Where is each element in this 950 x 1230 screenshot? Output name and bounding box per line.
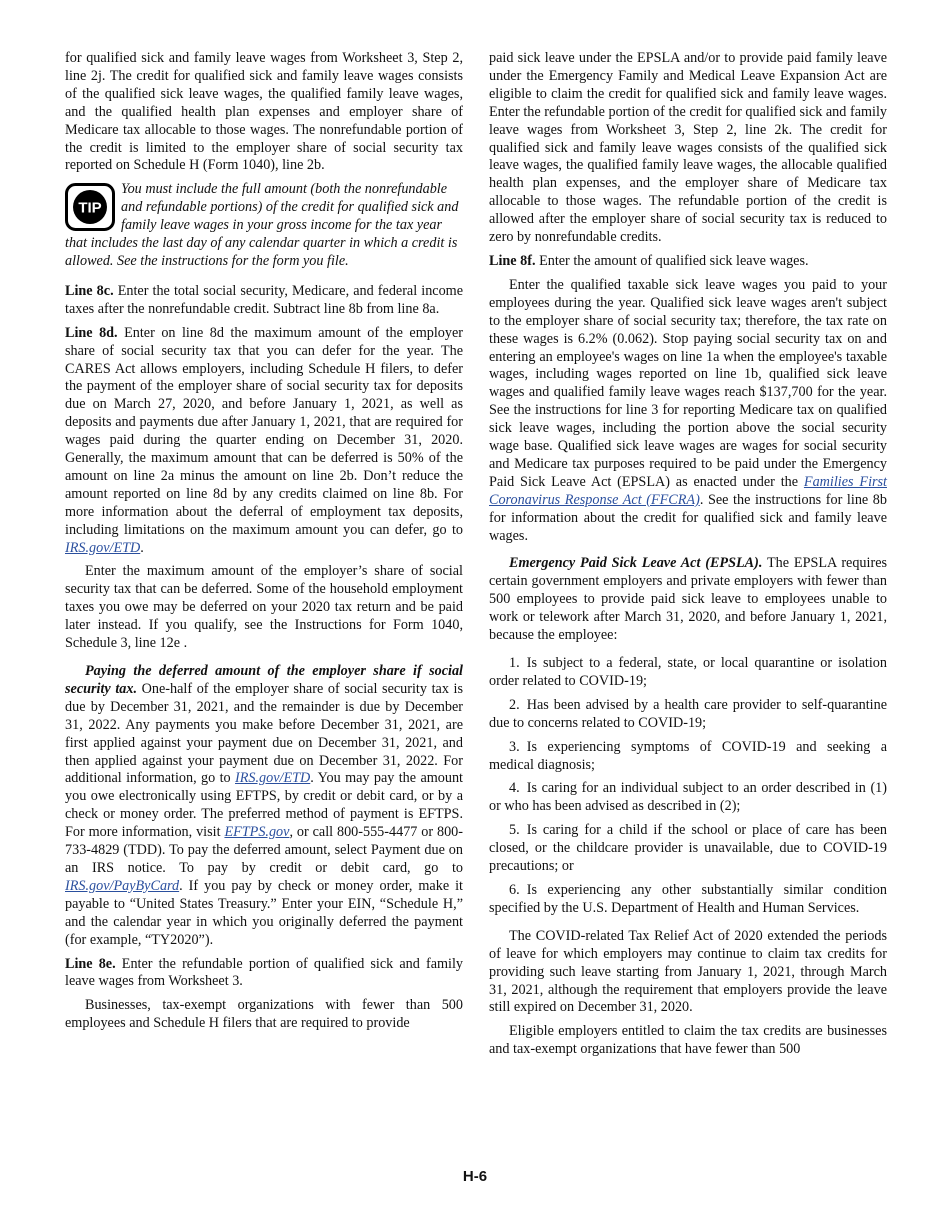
paragraph-businesses: Businesses, tax-exempt organizations with fewer than 500 employees and Schedule H filers that are required to provide: [65, 997, 463, 1032]
irs-etd-link-2[interactable]: IRS.gov/ETD: [235, 770, 311, 787]
irs-paybycard-link[interactable]: IRS.gov/PayByCard: [65, 877, 180, 894]
paragraph-sick-leave-wages: [489, 277, 887, 546]
paragraph-line-8e: [65, 956, 463, 992]
eftps-link[interactable]: EFTPS.gov: [224, 824, 290, 841]
paragraph-line-8d: [65, 325, 463, 558]
line-8c-text: Enter the total social security, Medicare, and federal income taxes after the nonrefundable credit. Subtract line 8b from line 8a.: [65, 282, 464, 317]
paragraph-covid-relief: The COVID-related Tax Relief Act of 2020 extended the periods of leave for which employers may continue to claim tax credits for providing such leave starting from January 1, 2021, through March 31, 2021, although the requirement that employers provide the leave still expired on December 31, 2020.: [489, 927, 887, 1016]
paying-text-2: . You may pay the amount you owe electronically using EFTPS, by credit or debit card, or by a check or money order. The preferred method of payment is EFTPS. For more information, visit: [65, 770, 463, 841]
page-number: H-6: [462, 1168, 488, 1185]
list-item: 6. Is experiencing any other substantially similar condition specified by the U.S. Department of Health and Human Services.: [489, 881, 887, 916]
paragraph-enter-maximum: Enter the maximum amount of the employer’s share of social security tax that can be deferred. Some of the household employment taxes you owe may be deferred on your 2020 tax return and be paid later instead. If you qualify, see the Instructions for Form 1040, Schedule 3, line 12e .: [65, 563, 463, 652]
line-8f-text: Enter the amount of qualified sick leave wages.: [539, 252, 809, 269]
epsla-text: The EPSLA requires certain government employers and private employers with fewer than 500 employees to provide paid sick leave to employees unable to work or telework after March 31, 2020, and before January 1, 2021, because the employee:: [489, 555, 888, 644]
sick-leave-text-2: . See the instructions for line 8b for information about the credit for qualified sick and family leave wages.: [489, 491, 887, 544]
paragraph-eligible-employers: Eligible employers entitled to claim the tax credits are businesses and tax-exempt organizations that have fewer than 500: [489, 1023, 887, 1058]
line-8d-heading: Line 8d.: [65, 324, 118, 341]
sick-leave-text-1: Enter the qualified taxable sick leave wages you paid to your employees during the year. Qualified sick leave wages aren't subject to the employer share of social security tax; therefore, the tax rate on these wages is 6.2% (0.062). Stop paying social security tax on and entering an employee's wages on line 1a when the employee's taxable wages, including wages reported on line 1b, qualified sick leave wages and qualified family leave wages reach $137,700 for the year. See the instructions for line 3 for reporting Medicare tax on qualified sick leave wages, including the portion above the social security wage base. Qualified sick leave wages are wages for social security and Medicare tax purposes required to be paid under the Emergency Paid Sick Leave Act (EPSLA) as enacted under the: [489, 276, 887, 490]
tip-text: You must include the full amount (both the nonrefundable and refundable portions) of the credit for qualified sick and family leave wages in your gross income for the tax year that includes the last day of any calendar quarter in which a credit is allowed. See the instructions for the form you file.: [65, 181, 459, 269]
list-item: 5. Is caring for a child if the school or place of care has been closed, or the childcare provider is unavailable, due to COVID-19 precautions; or: [489, 822, 887, 875]
paying-deferred-heading: Paying the deferred amount of the employer share if social security tax.: [65, 663, 463, 697]
paragraph-line-8c: [65, 283, 463, 319]
paragraph-paying-deferred: [65, 663, 463, 950]
list-item: 3. Is experiencing symptoms of COVID-19 and seeking a medical diagnosis;: [489, 738, 887, 773]
paragraph-epsla: [489, 555, 887, 645]
paying-text-1: One-half of the employer share of social security tax is due by December 31, 2021, and the remainder is due by December 31, 2022. Any payments you make before December 31, 2021, are first applied against your payment due on December 31, 2021, and then applied against your payment due on December 31, 2022. For additional information, go to: [65, 680, 464, 787]
paragraph-credit-continued: for qualified sick and family leave wages from Worksheet 3, Step 2, line 2j. The credit for qualified sick and family leave wages consists of the qualified sick leave wages, the qualified family leave wages, and the qualified health plan expenses and employer share of Medicare tax allocable to those wages. The nonrefundable portion of the credit is limited to the employer share of social security tax reported on Schedule H (Form 1040), line 2b.: [65, 50, 463, 174]
irs-etd-link[interactable]: IRS.gov/ETD: [65, 539, 141, 556]
list-item: 2. Has been advised by a health care provider to self-quarantine due to concerns related to COVID-19;: [489, 696, 887, 731]
tip-icon: [65, 183, 115, 231]
line-8e-text: Enter the refundable portion of qualified sick and family leave wages from Worksheet 3.: [65, 955, 464, 990]
period: .: [140, 539, 144, 556]
epsla-heading: Emergency Paid Sick Leave Act (EPSLA).: [509, 555, 763, 572]
left-column: [65, 50, 463, 1039]
tip-box: [65, 181, 463, 271]
line-8c-heading: Line 8c.: [65, 282, 114, 299]
tip-icon-label: TIP: [78, 199, 102, 217]
line-8f-heading: Line 8f.: [489, 252, 536, 269]
paying-text-4: . If you pay by check or money order, make it payable to “United States Treasury.” Enter your EIN, “Schedule H,” and the calendar year in which you originally deferred the payment (for example, “TY2020”).: [65, 877, 463, 948]
line-8d-text: Enter on line 8d the maximum amount of the employer share of social security tax that you can defer for the year. The CARES Act allows employers, including Schedule H filers, to defer the payment of the employer share of social security tax for deposits due on March 27, 2020, and before January 1, 2021, as well as deposits and payments due after January 1, 2021, that are required for wages paid during the quarter ending on December 31, 2020. Generally, the maximum amount that can be deferred is 50% of the amount on line 2a minus the amount on line 2b. Don’t reduce the amount reported on line 8d by any credits claimed on line 8b. For more information about the deferral of employment tax deposits, including limitations on the maximum amount you can defer, go to: [65, 324, 464, 538]
paragraph-line-8f: [489, 253, 887, 271]
line-8e-heading: Line 8e.: [65, 955, 116, 972]
paragraph-epsla-eligibility: paid sick leave under the EPSLA and/or to provide paid family leave under the Emergency Family and Medical Leave Expansion Act are eligible to claim the credit for qualified sick and family leave wages. Enter the refundable portion of the credit for qualified sick and family leave wages from Worksheet 3, Step 2, line 2k. The credit for qualified sick and family leave wages consists of the qualified sick leave wages, the qualified family leave wages, the allocable qualified health plan expenses, and the employer share of Medicare tax allocable to those wages. The refundable portion of the credit is allowed after the employer share of social security tax is reduced to zero by nonrefundable credits.: [489, 50, 887, 246]
ffcra-link[interactable]: Families First Coronavirus Response Act (FFCRA): [489, 473, 887, 508]
paying-text-3: , or call 800-555-4477 or 800-733-4829 (TDD). To pay the deferred amount, select Payment due on an IRS notice. To pay by credit or debit card, go to: [65, 824, 463, 876]
list-item: 1. Is subject to a federal, state, or local quarantine or isolation order related to COVID-19;: [489, 655, 887, 689]
list-item: 4. Is caring for an individual subject to an order described in (1) or who has been advised as described in (2);: [489, 780, 887, 815]
right-column: [489, 50, 887, 1065]
